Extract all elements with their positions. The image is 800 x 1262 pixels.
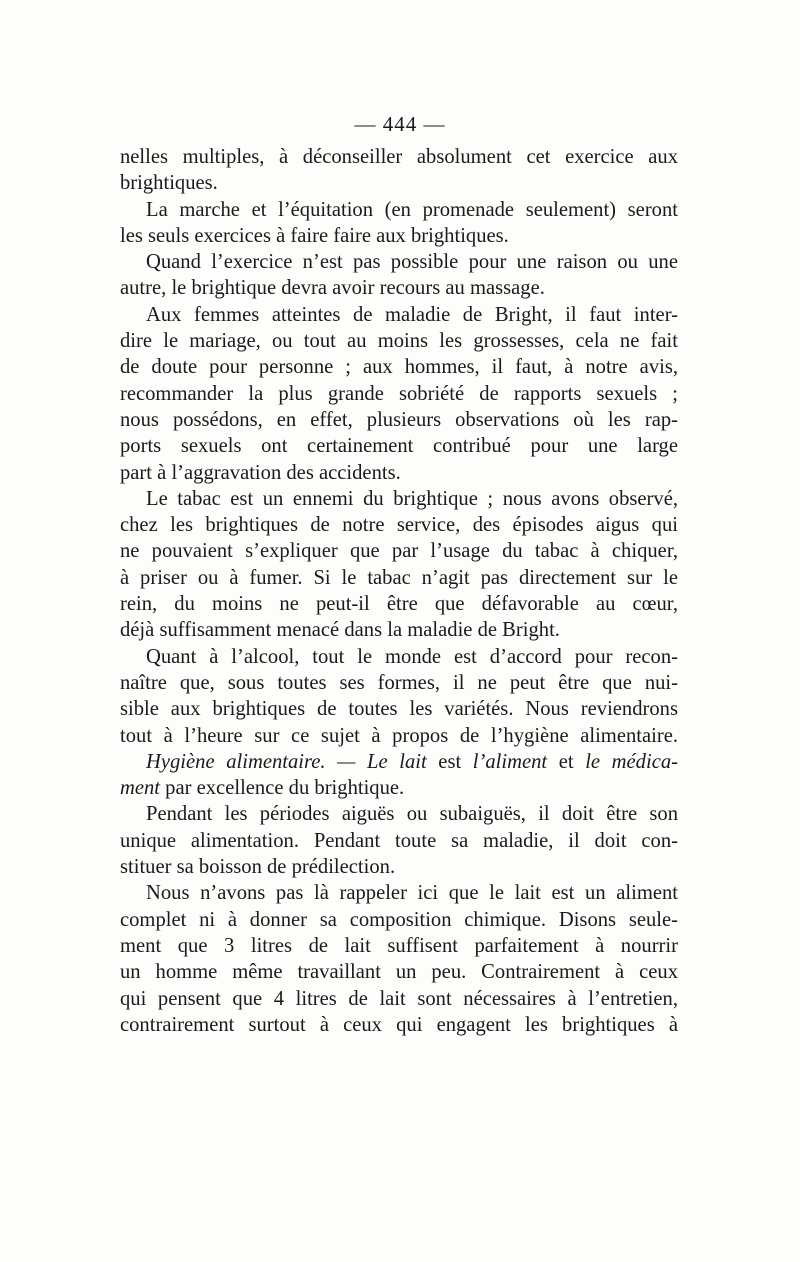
text-line: Aux femmes atteintes de maladie de Bright, il faut inter- (146, 303, 678, 326)
section-heading-line (120, 749, 678, 775)
text-line: Quand l’exercice n’est pas possible pour une raison ou une (146, 251, 678, 274)
text-line: complet ni à donner sa composition chimique. Disons seule- (120, 908, 678, 931)
text-line (120, 775, 678, 801)
text-line: sible aux brightiques de toutes les variétés. Nous reviendrons (120, 698, 678, 721)
text-line: La marche et l’équitation (en promenade seulement) seront (146, 198, 678, 221)
text-line: unique alimentation. Pendant toute sa maladie, il doit con- (120, 829, 678, 852)
text-line: déjà suffisamment menacé dans la maladie de Bright. (120, 619, 560, 642)
text-line: tout à l’heure sur ce sujet à propos de l’hygiène alimentaire. (120, 724, 678, 747)
body-text (120, 144, 678, 1038)
italic-run: le médica- (585, 750, 678, 773)
text-line: dire le mariage, ou tout au moins les grossesses, cela ne fait (120, 330, 678, 353)
text-line: Nous n’avons pas là rappeler ici que le lait est un aliment (146, 882, 678, 905)
text-line: contrairement surtout à ceux qui engagent les brightiques à (120, 1013, 678, 1036)
text-line: part à l’aggravation des accidents. (120, 461, 401, 484)
text-run: et (547, 750, 586, 773)
text-line: ment que 3 litres de lait suffisent parfaitement à nourrir (120, 934, 678, 957)
text-line: les seuls exercices à faire faire aux brightiques. (120, 224, 509, 247)
text-line: naître que, sous toutes ses formes, il ne peut être que nui- (120, 671, 678, 694)
text-line: ne pouvaient s’expliquer que par l’usage du tabac à chiquer, (120, 540, 678, 563)
text-line: autre, le brightique devra avoir recours au massage. (120, 277, 545, 300)
text-line: de doute pour personne ; aux hommes, il faut, à notre avis, (120, 356, 678, 379)
text-run: par excellence du brightique. (160, 777, 405, 800)
text-line: ports sexuels ont certainement contribué pour une large (120, 435, 678, 458)
text-line: Pendant les périodes aiguës ou subaiguës, il doit être son (146, 803, 678, 826)
text-line: nelles multiples, à déconseiller absolument cet exercice aux (120, 146, 678, 168)
text-line: nous possédons, en effet, plusieurs observations où les rap- (120, 408, 678, 431)
text-line: rein, du moins ne peut-il être que défavorable au cœur, (120, 593, 678, 616)
text-run: est (426, 750, 473, 773)
italic-run: l’aliment (472, 750, 548, 773)
text-line: un homme même travaillant un peu. Contrairement à ceux (120, 961, 678, 984)
text-line: chez les brightiques de notre service, des épisodes aigus qui (120, 514, 678, 537)
text-line: stituer sa boisson de prédilection. (120, 856, 396, 879)
text-line: recommander la plus grande sobriété de rapports sexuels ; (120, 382, 678, 405)
italic-run: Hygiène alimentaire. — Le lait (146, 750, 427, 773)
text-line: Le tabac est un ennemi du brightique ; nous avons observé, (146, 487, 678, 510)
italic-run: ment (120, 777, 161, 800)
text-line: brightiques. (120, 172, 218, 195)
text-line: Quant à l’alcool, tout le monde est d’accord pour recon- (146, 645, 678, 668)
text-line: à priser ou à fumer. Si le tabac n’agit pas directement sur le (120, 566, 678, 589)
page-number: — 444 — (354, 112, 446, 136)
text-line: qui pensent que 4 litres de lait sont nécessaires à l’entretien, (120, 987, 678, 1010)
